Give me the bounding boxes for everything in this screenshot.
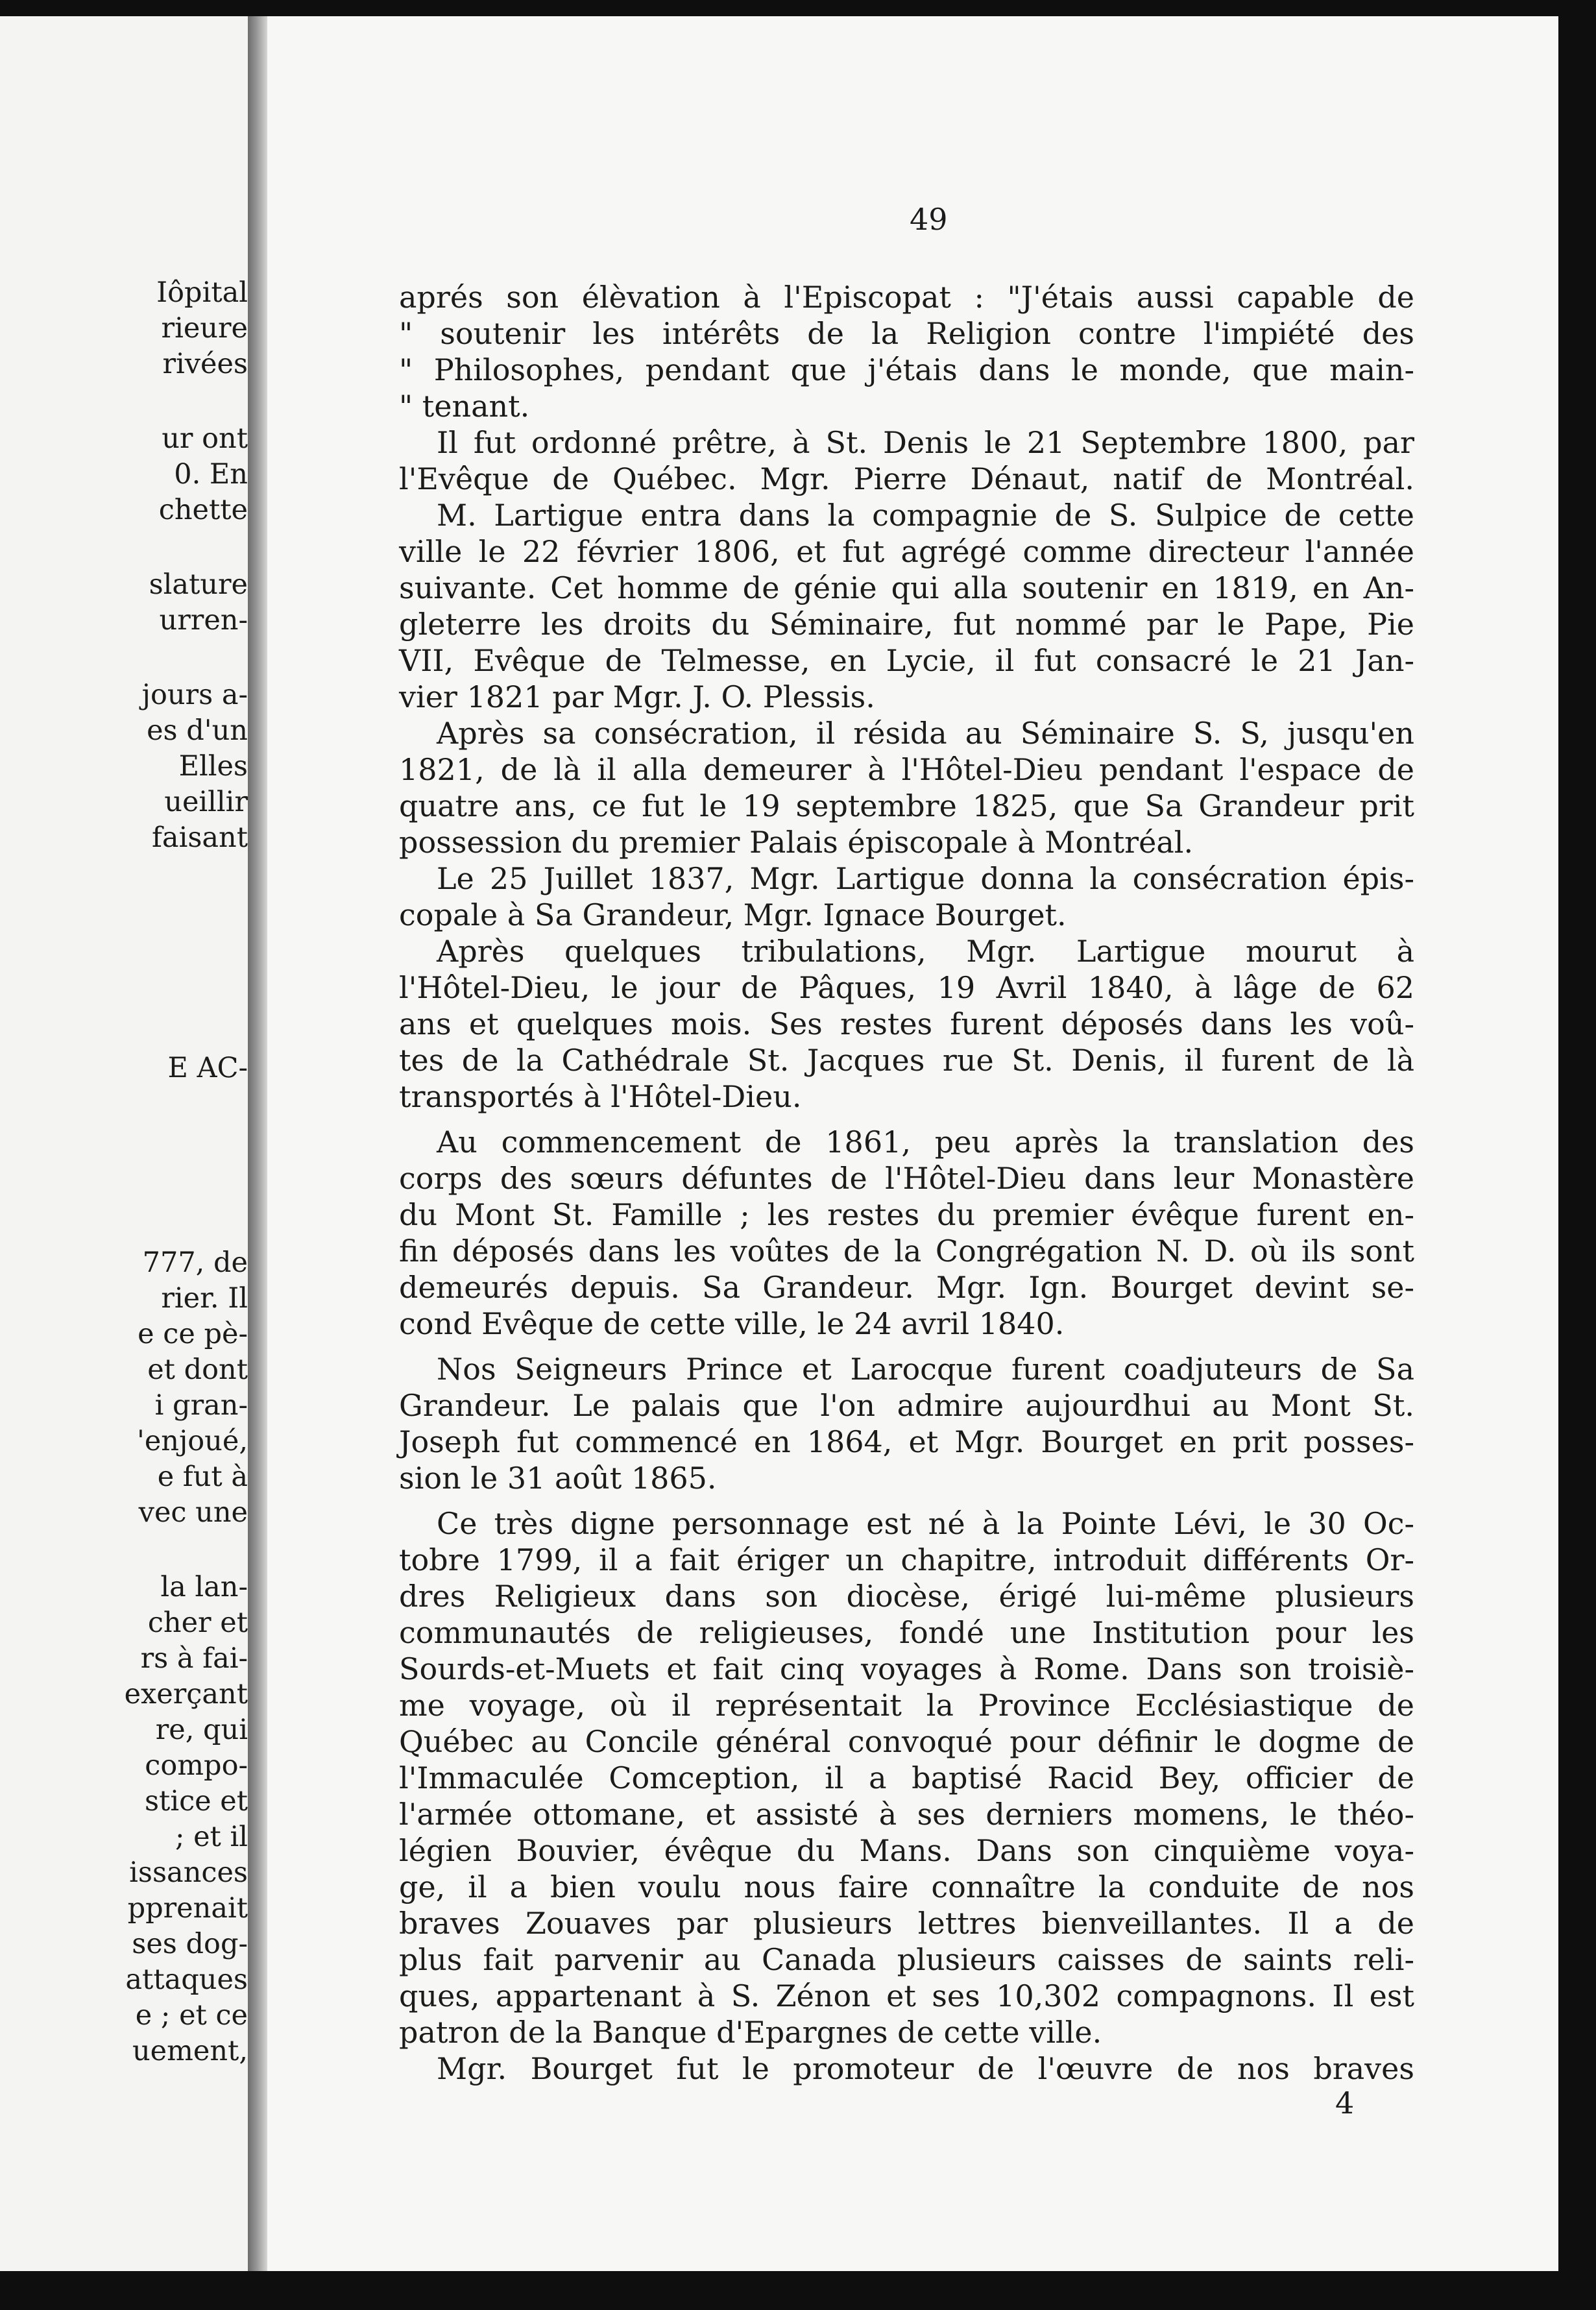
text-line: Mgr. Bourget fut le promoteur de l'œuvre de nos braves — [437, 2051, 1414, 2086]
text-line: communautés de religieuses, fondé une Institution pour les — [399, 1615, 1414, 1650]
left-page-line: 'enjoué, — [137, 1425, 248, 1457]
text-line: Le 25 Juillet 1837, Mgr. Lartigue donna la consécration épis- — [437, 861, 1414, 896]
left-page-line: chette — [158, 494, 248, 526]
text-line: VII, Evêque de Telmesse, en Lycie, il fut consacré le 21 Jan- — [399, 643, 1414, 678]
signature-mark: 4 — [1335, 2085, 1355, 2121]
text-line: demeurés depuis. Sa Grandeur. Mgr. Ign. Bourget devint se- — [399, 1270, 1414, 1305]
text-line: Il fut ordonné prêtre, à St. Denis le 21 Septembre 1800, par — [437, 425, 1414, 460]
left-page-line: rs à fai- — [140, 1642, 248, 1675]
text-line: aprés son élèvation à l'Episcopat : "J'étais aussi capable de — [399, 280, 1414, 315]
scan-border-bottom — [0, 2271, 1596, 2310]
left-page-line: slature — [149, 568, 248, 601]
scan-border-right — [1558, 16, 1596, 2287]
left-page-line: e ce pè- — [138, 1318, 248, 1350]
text-line: Québec au Concile général convoqué pour définir le dogme de — [399, 1724, 1414, 1759]
text-line: " tenant. — [399, 389, 530, 424]
left-page-text — [0, 16, 248, 2287]
body-text — [399, 279, 1414, 2087]
left-page-line: 0. En — [174, 458, 248, 491]
text-line: " soutenir les intérêts de la Religion contre l'impiété des — [399, 316, 1414, 351]
left-page-line: re, qui — [155, 1714, 248, 1746]
left-page-line: cher et — [147, 1607, 248, 1639]
text-line: suivante. Cet homme de génie qui alla soutenir en 1819, en An- — [399, 570, 1414, 605]
text-line: possession du premier Palais épiscopale à Montréal. — [399, 825, 1194, 860]
text-line: 1821, de là il alla demeurer à l'Hôtel-Dieu pendant l'espace de — [399, 752, 1414, 787]
text-line: ques, appartenant à S. Zénon et ses 10,302 compagnons. Il est — [399, 1978, 1414, 2013]
text-line: Joseph fut commencé en 1864, et Mgr. Bourget en prit posses- — [399, 1424, 1414, 1459]
text-line: l'armée ottomane, et assisté à ses derniers momens, le théo- — [399, 1797, 1414, 1832]
page-number: 49 — [910, 202, 948, 237]
text-line: " Philosophes, pendant que j'étais dans le monde, que main- — [399, 352, 1414, 387]
left-page-line: ; et il — [175, 1821, 248, 1853]
text-line: braves Zouaves par plusieurs lettres bienveillantes. Il a de — [399, 1906, 1414, 1941]
left-page-line: attaques — [125, 1964, 248, 1996]
left-page-line: faisant — [152, 821, 248, 854]
text-line: du Mont St. Famille ; les restes du premier évêque furent en- — [399, 1197, 1414, 1232]
left-page-line: compo- — [145, 1749, 248, 1782]
left-page-line: e fut à — [157, 1461, 248, 1493]
left-page-line: issances — [129, 1856, 248, 1889]
text-line: tobre 1799, il a fait ériger un chapitre, introduit différents Or- — [399, 1542, 1414, 1577]
text-line: me voyage, où il représentait la Province Ecclésiastique de — [399, 1688, 1414, 1723]
left-page-line: pprenait — [127, 1892, 248, 1925]
text-line: Sourds-et-Muets et fait cinq voyages à Rome. Dans son troisiè- — [399, 1651, 1414, 1686]
text-line: Ce très digne personnage est né à la Pointe Lévi, le 30 Oc- — [437, 1506, 1414, 1541]
text-line: vier 1821 par Mgr. J. O. Plessis. — [399, 679, 875, 714]
text-line: l'Immaculée Comception, il a baptisé Racid Bey, officier de — [399, 1760, 1414, 1795]
text-line: Nos Seigneurs Prince et Larocque furent coadjuteurs de Sa — [437, 1352, 1414, 1387]
text-line: Après sa consécration, il résida au Séminaire S. S, jusqu'en — [437, 716, 1414, 751]
left-page-line: 777, de — [142, 1246, 248, 1279]
left-page-line: rieure — [161, 312, 248, 345]
left-page-line: E AC- — [167, 1052, 248, 1084]
text-line: corps des sœurs défuntes de l'Hôtel-Dieu dans leur Monastère — [399, 1161, 1414, 1196]
text-line: patron de la Banque d'Epargnes de cette ville. — [399, 2015, 1102, 2050]
text-line: l'Hôtel-Dieu, le jour de Pâques, 19 Avril 1840, à lâge de 62 — [399, 970, 1414, 1005]
left-page-line: jours a- — [141, 679, 248, 711]
left-page-line: uement, — [132, 2035, 248, 2067]
left-page-line: rier. Il — [161, 1282, 248, 1315]
text-line: l'Evêque de Québec. Mgr. Pierre Dénaut, natif de Montréal. — [399, 461, 1414, 496]
text-line: plus fait parvenir au Canada plusieurs caisses de saints reli- — [399, 1942, 1414, 1977]
left-page-line: ses dog- — [132, 1928, 248, 1960]
text-line: Après quelques tribulations, Mgr. Lartigue mourut à — [437, 934, 1414, 969]
text-line: légien Bouvier, évêque du Mans. Dans son cinquième voya- — [399, 1833, 1414, 1868]
book-gutter — [248, 16, 267, 2287]
left-page-line: stice et — [144, 1785, 248, 1818]
text-line: gleterre les droits du Séminaire, fut nommé par le Pape, Pie — [399, 607, 1414, 642]
text-line: copale à Sa Grandeur, Mgr. Ignace Bourget. — [399, 897, 1067, 932]
text-line: ge, il a bien voulu nous faire connaître la conduite de nos — [399, 1869, 1414, 1904]
left-page-line: urren- — [159, 604, 248, 637]
text-line: transportés à l'Hôtel-Dieu. — [399, 1079, 802, 1114]
left-page-line: vec une — [138, 1496, 248, 1529]
text-line: quatre ans, ce fut le 19 septembre 1825, que Sa Grandeur prit — [399, 788, 1414, 823]
left-page-line: rivées — [162, 348, 248, 380]
left-page-line: es d'un — [147, 714, 248, 747]
text-line: dres Religieux dans son diocèse, érigé lui-même plusieurs — [399, 1579, 1414, 1614]
text-line: ville le 22 février 1806, et fut agrégé comme directeur l'année — [399, 534, 1414, 569]
left-page-line: et dont — [147, 1354, 248, 1386]
text-line: cond Evêque de cette ville, le 24 avril 1840. — [399, 1306, 1065, 1341]
text-line: sion le 31 août 1865. — [399, 1461, 717, 1496]
left-page-line: ur ont — [162, 422, 248, 455]
left-page — [0, 16, 248, 2287]
left-page-line: Elles — [178, 750, 248, 783]
text-line: Grandeur. Le palais que l'on admire aujourdhui au Mont St. — [399, 1388, 1414, 1423]
text-line: ans et quelques mois. Ses restes furent déposés dans les voû- — [399, 1006, 1414, 1041]
left-page-line: i gran- — [154, 1389, 248, 1422]
left-page-line: e ; et ce — [135, 1999, 248, 2032]
left-page-line: exerçant — [124, 1678, 248, 1710]
text-line: tes de la Cathédrale St. Jacques rue St. Denis, il furent de là — [399, 1043, 1414, 1078]
text-line: fin déposés dans les voûtes de la Congrégation N. D. où ils sont — [399, 1234, 1414, 1269]
left-page-line: la lan- — [160, 1571, 248, 1603]
text-line: Au commencement de 1861, peu après la translation des — [437, 1125, 1414, 1160]
text-line: M. Lartigue entra dans la compagnie de S. Sulpice de cette — [437, 498, 1414, 533]
left-page-line: ueillir — [164, 786, 248, 818]
left-page-line: Iôpital — [156, 276, 248, 309]
